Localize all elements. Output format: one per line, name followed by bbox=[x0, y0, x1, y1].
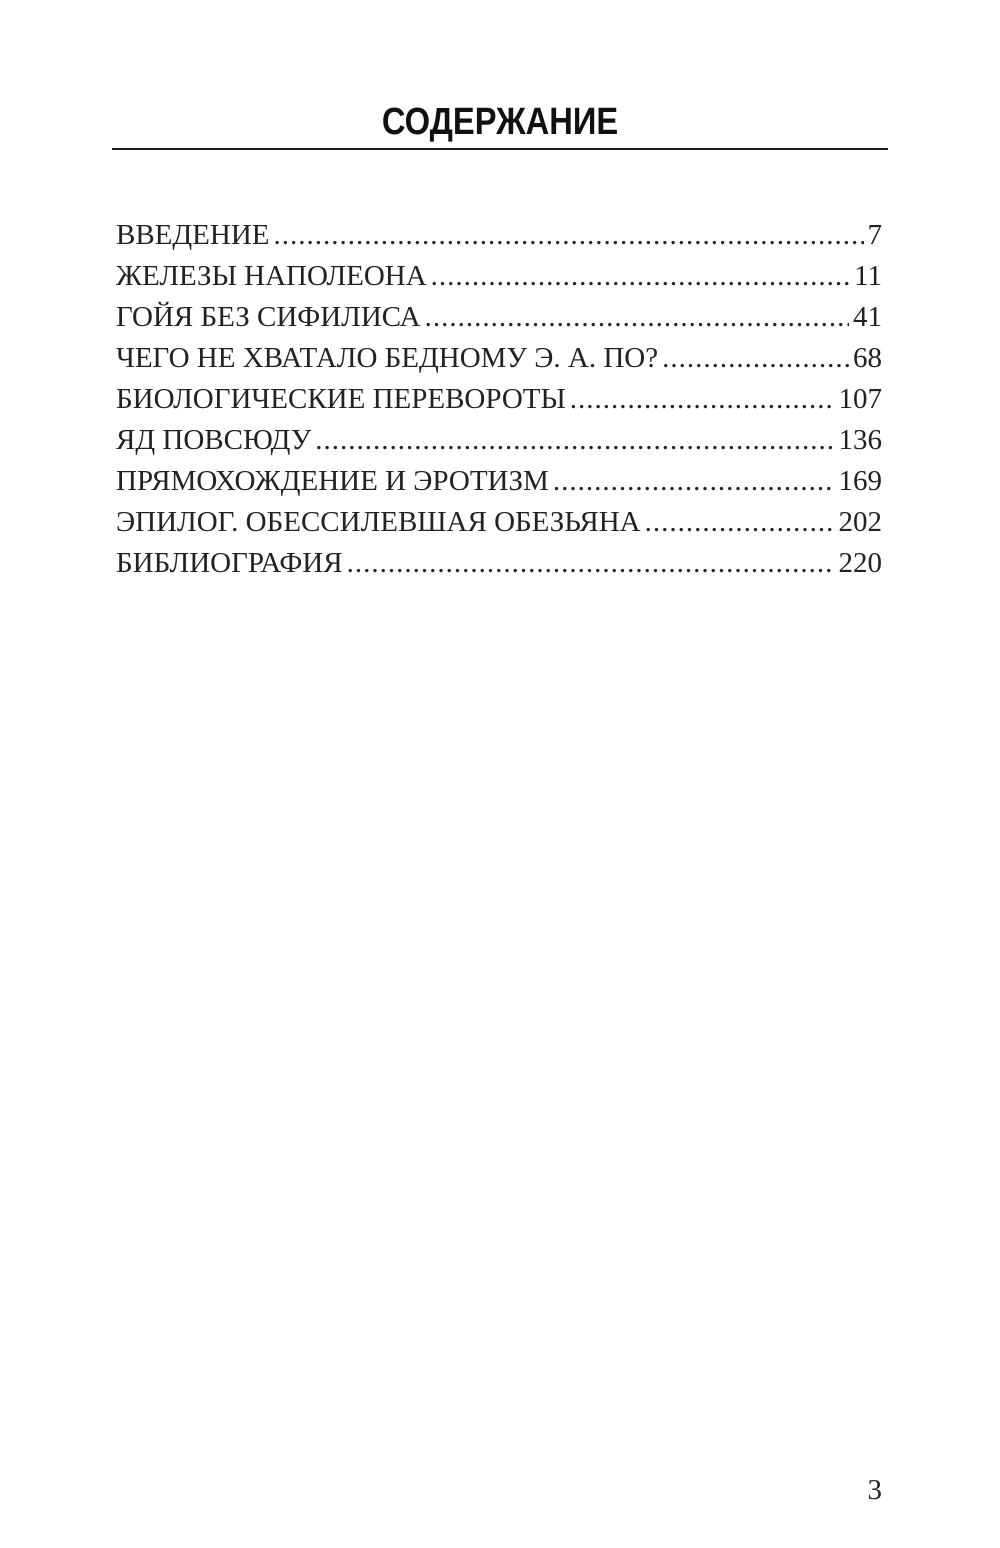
toc-page-number: 107 bbox=[838, 383, 882, 415]
toc-dot-leader bbox=[347, 543, 835, 584]
toc-entry-introduction[interactable] bbox=[116, 215, 882, 256]
toc-entry-title: БИБЛИОГРАФИЯ bbox=[116, 547, 343, 579]
page-number: 3 bbox=[867, 1474, 882, 1506]
toc-entry-title: ЭПИЛОГ. ОБЕССИЛЕВШАЯ ОБЕЗЬЯНА bbox=[116, 506, 641, 538]
toc-entry-napoleon-glands[interactable] bbox=[116, 256, 882, 297]
title-underline bbox=[112, 148, 888, 150]
toc-page-number: 7 bbox=[867, 219, 882, 251]
toc-entry-title: ГОЙЯ БЕЗ СИФИЛИСА bbox=[116, 301, 421, 333]
toc-page-number: 11 bbox=[854, 260, 882, 292]
toc-dot-leader bbox=[645, 502, 835, 543]
table-of-contents bbox=[116, 215, 882, 584]
toc-entry-poe[interactable] bbox=[116, 338, 882, 379]
toc-page-number: 202 bbox=[838, 506, 882, 538]
toc-entry-goya[interactable] bbox=[116, 297, 882, 338]
toc-entry-title: ВВЕДЕНИЕ bbox=[116, 219, 270, 251]
toc-dot-leader bbox=[553, 461, 835, 502]
toc-page-number: 136 bbox=[838, 424, 882, 456]
toc-entry-title: БИОЛОГИЧЕСКИЕ ПЕРЕВОРОТЫ bbox=[116, 383, 566, 415]
toc-entry-bibliography[interactable] bbox=[116, 543, 882, 584]
toc-entry-poison-everywhere[interactable] bbox=[116, 420, 882, 461]
toc-entry-epilogue[interactable] bbox=[116, 502, 882, 543]
toc-dot-leader bbox=[570, 379, 835, 420]
toc-entry-title: ЖЕЛЕЗЫ НАПОЛЕОНА bbox=[116, 260, 427, 292]
toc-dot-leader bbox=[662, 338, 849, 379]
toc-entry-title: ПРЯМОХОЖДЕНИЕ И ЭРОТИЗМ bbox=[116, 465, 549, 497]
toc-page-number: 169 bbox=[838, 465, 882, 497]
toc-entry-title: ЯД ПОВСЮДУ bbox=[116, 424, 312, 456]
page-title: СОДЕРЖАНИЕ bbox=[381, 101, 619, 143]
toc-page-number: 68 bbox=[853, 342, 882, 374]
toc-dot-leader bbox=[274, 215, 864, 256]
toc-entry-biological-revolutions[interactable] bbox=[116, 379, 882, 420]
toc-dot-leader bbox=[425, 297, 849, 338]
toc-entry-title: ЧЕГО НЕ ХВАТАЛО БЕДНОМУ Э. А. ПО? bbox=[116, 342, 659, 374]
toc-entry-bipedalism[interactable] bbox=[116, 461, 882, 502]
toc-page-number: 41 bbox=[853, 301, 882, 333]
toc-dot-leader bbox=[315, 420, 834, 461]
toc-page-number: 220 bbox=[838, 547, 882, 579]
toc-dot-leader bbox=[431, 256, 850, 297]
